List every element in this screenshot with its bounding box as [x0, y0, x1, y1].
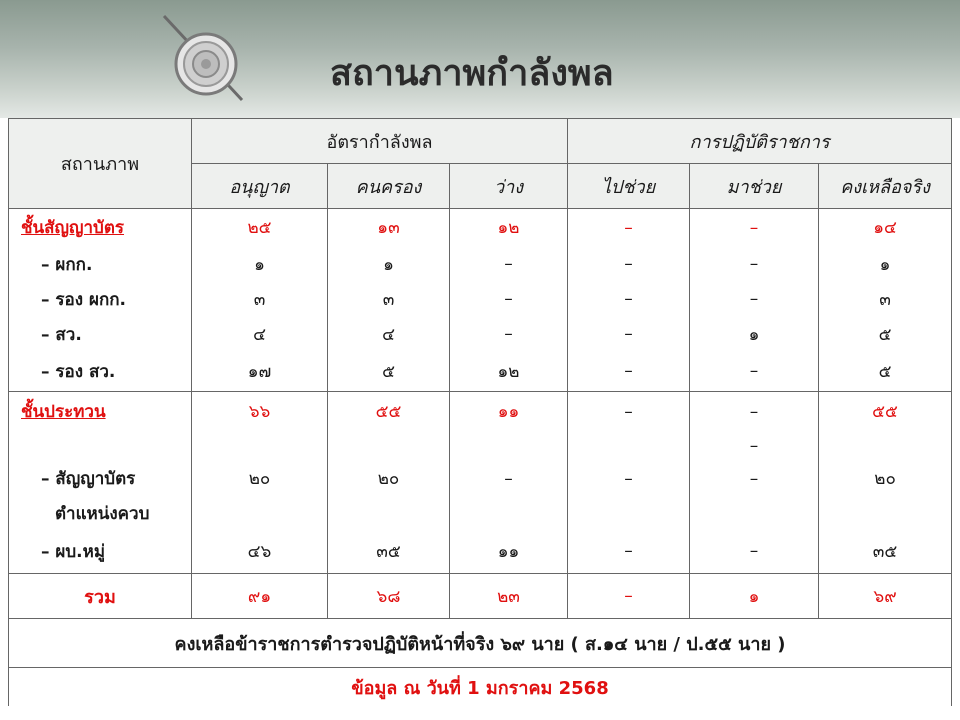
- cell: ๒๕: [192, 209, 328, 247]
- row-label: – รอง ผกก.: [9, 282, 192, 317]
- row-label: – รอง สว.: [9, 352, 192, 392]
- table-row: [9, 247, 952, 282]
- cell: –: [450, 460, 568, 498]
- cell: ๑๔: [819, 209, 952, 247]
- table-row: [9, 498, 952, 530]
- total-label: รวม: [9, 574, 192, 619]
- table-row-total: [9, 574, 952, 619]
- summary-text: คงเหลือข้าราชการตำรวจปฏิบัติหน้าที่จริง ๖๙ นาย ( ส.๑๔ นาย / ป.๕๕ นาย ): [9, 619, 952, 668]
- table-row: [9, 209, 952, 247]
- cell: ๑: [690, 317, 819, 352]
- cell: –: [568, 209, 690, 247]
- cell: –: [690, 530, 819, 574]
- cell: ๕: [819, 317, 952, 352]
- cell: –: [690, 432, 819, 460]
- cell: ๓๕: [328, 530, 450, 574]
- cell: –: [450, 282, 568, 317]
- cell: ๕: [328, 352, 450, 392]
- cell: ๔: [192, 317, 328, 352]
- header-group-manpower: อัตรากำลังพล: [192, 119, 568, 164]
- cell: ๖๙: [819, 574, 952, 619]
- slide-header: [0, 0, 960, 118]
- cell: ๑: [819, 247, 952, 282]
- cell: ๕๕: [328, 392, 450, 432]
- cell: ๑: [192, 247, 328, 282]
- cell: ๑๒: [450, 209, 568, 247]
- cell: ๔๖: [192, 530, 328, 574]
- cell: –: [568, 392, 690, 432]
- cell: –: [568, 317, 690, 352]
- cell: ๖๖: [192, 392, 328, 432]
- cell: ๖๘: [328, 574, 450, 619]
- cell: ๓๕: [819, 530, 952, 574]
- cell: ๑๑: [450, 530, 568, 574]
- header-col-occupied: คนครอง: [328, 164, 450, 209]
- header-group-operation: การปฏิบัติราชการ: [568, 119, 952, 164]
- data-date-note: ข้อมูล ณ วันที่ 1 มกราคม 2568: [9, 668, 952, 707]
- cell: –: [568, 460, 690, 498]
- cell: –: [450, 317, 568, 352]
- cell: ๑๒: [450, 352, 568, 392]
- table-row: [9, 282, 952, 317]
- cell: –: [568, 282, 690, 317]
- header-col-assist-in: มาช่วย: [690, 164, 819, 209]
- cell: ๑๓: [328, 209, 450, 247]
- cell: –: [568, 530, 690, 574]
- cell: –: [568, 247, 690, 282]
- cell: ๔: [328, 317, 450, 352]
- header-col-allowed: อนุญาต: [192, 164, 328, 209]
- cell: ๓: [328, 282, 450, 317]
- table-row: [9, 392, 952, 432]
- cell: ๑๗: [192, 352, 328, 392]
- row-label: – ผกก.: [9, 247, 192, 282]
- cell: ๒๐: [819, 460, 952, 498]
- table-row: [9, 432, 952, 460]
- cell: –: [690, 209, 819, 247]
- cell: –: [690, 282, 819, 317]
- table-row: [9, 352, 952, 392]
- cell: –: [450, 247, 568, 282]
- cell: –: [690, 247, 819, 282]
- cell: ๕๕: [819, 392, 952, 432]
- police-emblem-icon: [158, 12, 254, 108]
- cell: ๓: [819, 282, 952, 317]
- table-row: [9, 530, 952, 574]
- cell: –: [690, 392, 819, 432]
- header-col-assist-out: ไปช่วย: [568, 164, 690, 209]
- row-label: – สว.: [9, 317, 192, 352]
- section-label-noncommissioned: ชั้นประทวน: [9, 392, 192, 432]
- row-label: – สัญญาบัตร: [9, 460, 192, 498]
- cell: ๒๐: [328, 460, 450, 498]
- header-col-vacant: ว่าง: [450, 164, 568, 209]
- row-label: ตำแหน่งควบ: [9, 498, 192, 530]
- cell: ๒๐: [192, 460, 328, 498]
- page-title: สถานภาพกำลังพล: [330, 53, 614, 94]
- cell: ๙๑: [192, 574, 328, 619]
- cell: –: [568, 352, 690, 392]
- cell: ๑๑: [450, 392, 568, 432]
- row-label: – ผบ.หมู่: [9, 530, 192, 574]
- header-status: สถานภาพ: [9, 119, 192, 209]
- table-row: [9, 317, 952, 352]
- section-label-commissioned: ชั้นสัญญาบัตร: [9, 209, 192, 247]
- cell: ๓: [192, 282, 328, 317]
- table-row: [9, 460, 952, 498]
- cell: –: [690, 352, 819, 392]
- cell: ๑: [690, 574, 819, 619]
- cell: –: [568, 574, 690, 619]
- personnel-status-table: [8, 118, 952, 706]
- header-col-remaining: คงเหลือจริง: [819, 164, 952, 209]
- cell: –: [690, 460, 819, 498]
- cell: ๑: [328, 247, 450, 282]
- cell: ๒๓: [450, 574, 568, 619]
- cell: ๕: [819, 352, 952, 392]
